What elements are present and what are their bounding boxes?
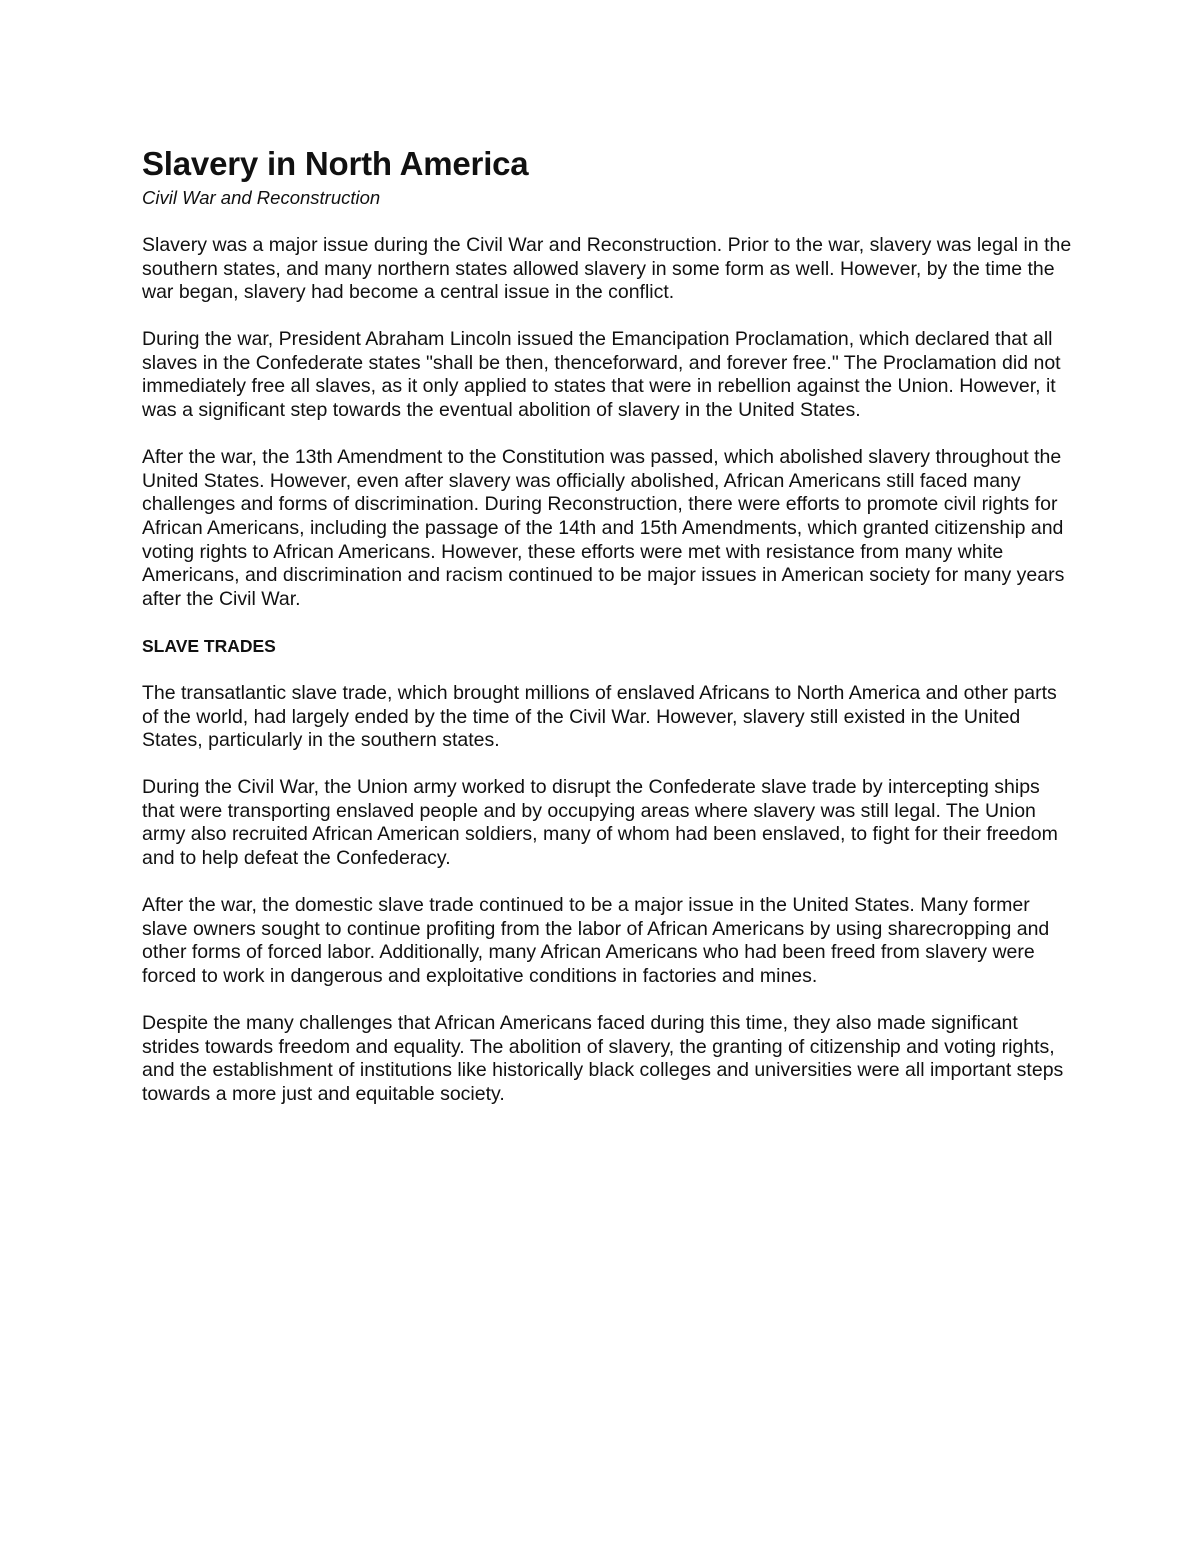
paragraph-union-army: During the Civil War, the Union army worked to disrupt the Confederate slave trade by intercepting ships that were transporting enslaved people and by occupying areas where slavery was still legal. The Union army also recruited African American soldiers, many of whom had been enslaved, to fight for their freedom and to help defeat the Confederacy. xyxy=(142,776,1058,869)
paragraph-13th-amendment: After the war, the 13th Amendment to the Constitution was passed, which abolished slavery throughout the United States. However, even after slavery was officially abolished, African Americans still faced many challenges and forms of discrimination. During Reconstruction, there were efforts to promote civil rights for African Americans, including the passage of the 14th and 15th Amendments, which granted citizenship and voting rights to African Americans. However, these efforts were met with resistance from many white Americans, and discrimination and racism continued to be major issues in American society for many years after the Civil War. xyxy=(142,446,1065,610)
paragraph-strides-toward-freedom: Despite the many challenges that African Americans faced during this time, they also made significant strides towards freedom and equality. The abolition of slavery, the granting of citizenship and voting rights, and the establishment of institutions like historically black colleges and universities were all important steps towards a more just and equitable society. xyxy=(142,1011,1064,1105)
section-heading-slave-trades: SLAVE TRADES xyxy=(142,635,276,656)
paragraph-transatlantic-trade: The transatlantic slave trade, which brought millions of enslaved Africans to North America and other parts of the world, had largely ended by the time of the Civil War. However, slavery still existed in the United States, particularly in the southern states. xyxy=(142,681,1057,752)
document-page xyxy=(142,144,1072,1130)
paragraph-domestic-trade: After the war, the domestic slave trade continued to be a major issue in the United States. Many former slave owners sought to continue profiting from the labor of African Americans by using sharecropping and other forms of forced labor. Additionally, many African Americans who had been freed from slavery were forced to work in dangerous and exploitative conditions in factories and mines. xyxy=(142,894,1050,987)
paragraph-emancipation-proclamation: During the war, President Abraham Lincoln issued the Emancipation Proclamation, which declared that all slaves in the Confederate states "shall be then, thenceforward, and forever free." The Proclamation did not immediately free all slaves, as it only applied to states that were in rebellion against the Union. However, it was a significant step towards the eventual abolition of slavery in the United States. xyxy=(142,328,1061,422)
document-title: Slavery in North America xyxy=(142,145,529,182)
paragraph-slavery-major-issue: Slavery was a major issue during the Civil War and Reconstruction. Prior to the war, slavery was legal in the southern states, and many northern states allowed slavery in some form as well. However, by the time the war began, slavery had become a central issue in the conflict. xyxy=(142,234,1072,304)
document-subtitle: Civil War and Reconstruction xyxy=(142,187,381,208)
